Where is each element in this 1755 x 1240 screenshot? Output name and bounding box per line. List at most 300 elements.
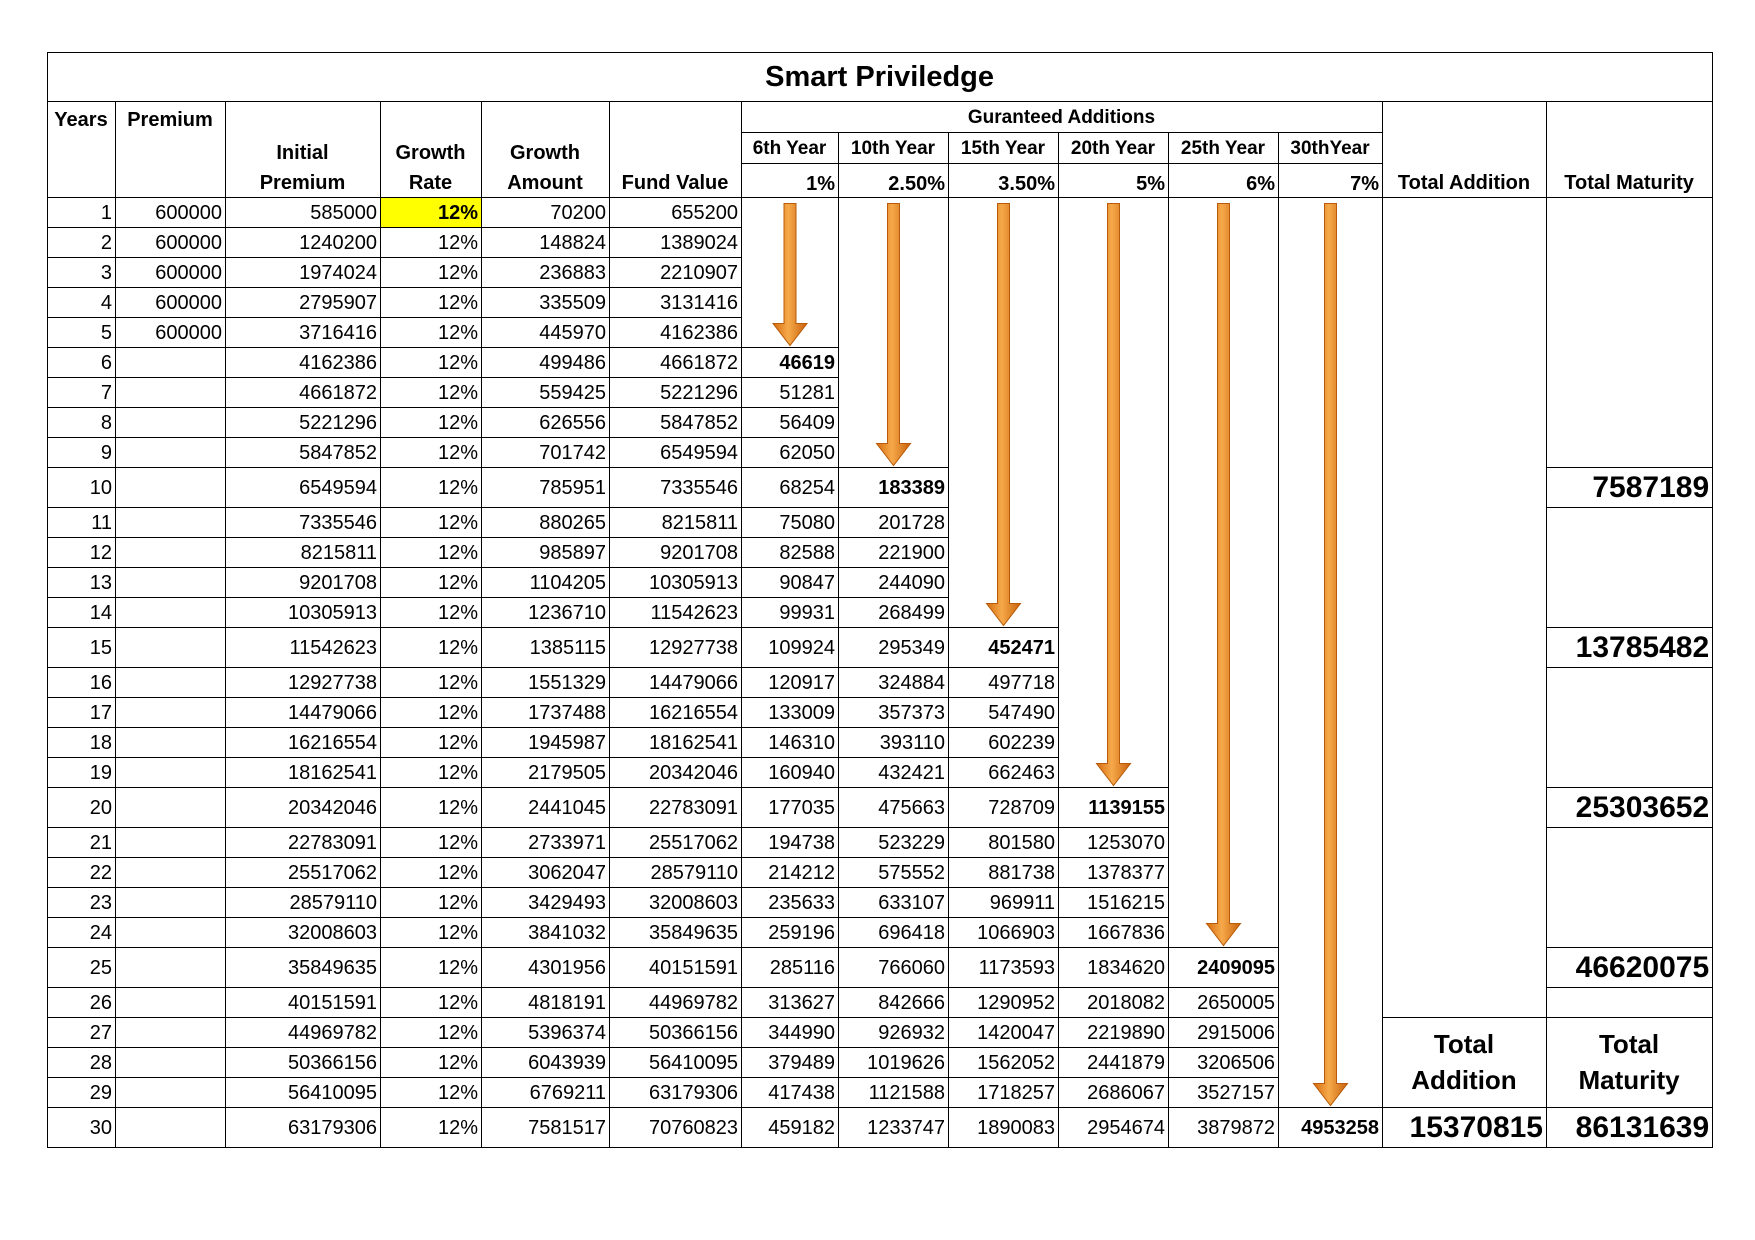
header-initial-premium — [226, 102, 381, 198]
ga-30th-cell — [1279, 1048, 1383, 1078]
total-maturity-cell — [1547, 378, 1713, 408]
initial-premium-cell: 32008603 — [226, 918, 381, 948]
header-growth-rate-line2: Rate — [408, 172, 453, 194]
fund-value-cell: 8215811 — [610, 508, 742, 538]
premium-cell — [116, 1108, 226, 1148]
growth-amount-cell: 148824 — [482, 228, 610, 258]
initial-premium-cell: 56410095 — [226, 1078, 381, 1108]
year-cell: 20 — [48, 788, 116, 828]
ga-6th-cell: 146310 — [742, 728, 839, 758]
initial-premium-cell: 12927738 — [226, 668, 381, 698]
header-initial-premium-line1: Initial — [276, 142, 329, 164]
growth-rate-cell: 12% — [381, 288, 482, 318]
total-maturity-cell: 7587189 — [1547, 468, 1713, 508]
initial-premium-cell: 35849635 — [226, 948, 381, 988]
initial-premium-cell: 22783091 — [226, 828, 381, 858]
ga-30th-cell — [1279, 1078, 1383, 1108]
ga-6th-cell: 56409 — [742, 408, 839, 438]
ga-25th-cell: 2650005 — [1169, 988, 1279, 1018]
ga-25th-cell — [1169, 438, 1279, 468]
premium-cell — [116, 728, 226, 758]
fund-value-cell: 14479066 — [610, 668, 742, 698]
table-row — [48, 728, 1713, 758]
growth-amount-cell: 1385115 — [482, 628, 610, 668]
fund-value-cell: 12927738 — [610, 628, 742, 668]
premium-cell — [116, 758, 226, 788]
growth-rate-cell: 12% — [381, 318, 482, 348]
ga-year-1: 6th Year — [742, 133, 839, 164]
ga-20th-cell — [1059, 288, 1169, 318]
ga-rate-6: 7% — [1279, 164, 1383, 198]
total-maturity-cell — [1547, 348, 1713, 378]
growth-rate-cell: 12% — [381, 1078, 482, 1108]
ga-6th-cell: 75080 — [742, 508, 839, 538]
initial-premium-cell: 2795907 — [226, 288, 381, 318]
ga-6th-cell: 99931 — [742, 598, 839, 628]
fund-value-cell: 70760823 — [610, 1108, 742, 1148]
ga-30th-cell — [1279, 948, 1383, 988]
ga-10th-cell: 393110 — [839, 728, 949, 758]
ga-6th-cell — [742, 228, 839, 258]
year-cell: 26 — [48, 988, 116, 1018]
ga-15th-cell: 1420047 — [949, 1018, 1059, 1048]
ga-20th-cell — [1059, 668, 1169, 698]
ga-15th-cell: 1890083 — [949, 1108, 1059, 1148]
ga-rate-4: 5% — [1059, 164, 1169, 198]
premium-cell — [116, 1048, 226, 1078]
premium-cell — [116, 1078, 226, 1108]
initial-premium-cell: 16216554 — [226, 728, 381, 758]
total-addition-cell — [1383, 408, 1547, 438]
growth-rate-cell: 12% — [381, 408, 482, 438]
ga-6th-cell: 51281 — [742, 378, 839, 408]
ga-10th-cell — [839, 288, 949, 318]
ga-10th-cell — [839, 408, 949, 438]
sheet-title: Smart Priviledge — [48, 53, 1713, 102]
growth-amount-cell: 335509 — [482, 288, 610, 318]
year-cell: 19 — [48, 758, 116, 788]
growth-rate-cell: 12% — [381, 538, 482, 568]
growth-rate-cell: 12% — [381, 1018, 482, 1048]
growth-amount-cell: 985897 — [482, 538, 610, 568]
total-maturity-cell — [1547, 438, 1713, 468]
ga-10th-cell: 475663 — [839, 788, 949, 828]
total-maturity-cell — [1547, 758, 1713, 788]
ga-25th-cell — [1169, 628, 1279, 668]
ga-30th-cell — [1279, 258, 1383, 288]
year-cell: 24 — [48, 918, 116, 948]
table-row — [48, 788, 1713, 828]
ga-year-6: 30thYear — [1279, 133, 1383, 164]
fund-value-cell: 22783091 — [610, 788, 742, 828]
growth-rate-cell: 12% — [381, 228, 482, 258]
ga-30th-cell — [1279, 538, 1383, 568]
premium-cell: 600000 — [116, 288, 226, 318]
ga-30th-cell — [1279, 1018, 1383, 1048]
fund-value-cell: 35849635 — [610, 918, 742, 948]
ga-15th-cell: 497718 — [949, 668, 1059, 698]
initial-premium-cell: 14479066 — [226, 698, 381, 728]
ga-15th-cell: 547490 — [949, 698, 1059, 728]
year-cell: 30 — [48, 1108, 116, 1148]
initial-premium-cell: 3716416 — [226, 318, 381, 348]
total-maturity-cell — [1547, 538, 1713, 568]
ga-10th-cell: 575552 — [839, 858, 949, 888]
year-cell: 1 — [48, 198, 116, 228]
ga-20th-cell — [1059, 258, 1169, 288]
spreadsheet — [47, 52, 1712, 1186]
growth-rate-cell: 12% — [381, 378, 482, 408]
premium-cell — [116, 858, 226, 888]
total-maturity-cell — [1547, 508, 1713, 538]
ga-year-5: 25th Year — [1169, 133, 1279, 164]
ga-10th-cell — [839, 228, 949, 258]
ga-20th-cell: 2441879 — [1059, 1048, 1169, 1078]
ga-6th-cell: 82588 — [742, 538, 839, 568]
total-maturity-cell: 86131639 — [1547, 1108, 1713, 1148]
ga-6th-cell: 417438 — [742, 1078, 839, 1108]
ga-30th-cell — [1279, 598, 1383, 628]
ga-25th-cell — [1169, 598, 1279, 628]
total-addition-cell — [1383, 728, 1547, 758]
table-row — [48, 758, 1713, 788]
total-addition-cell — [1383, 598, 1547, 628]
total-maturity-cell — [1547, 198, 1713, 228]
total-addition-cell — [1383, 948, 1547, 988]
table-row — [48, 1018, 1713, 1048]
ga-25th-cell — [1169, 888, 1279, 918]
ga-30th-cell — [1279, 988, 1383, 1018]
growth-rate-cell: 12% — [381, 1108, 482, 1148]
ga-30th-cell — [1279, 378, 1383, 408]
total_maturity-line1: Total — [1598, 1029, 1660, 1060]
ga-30th-cell — [1279, 228, 1383, 258]
growth-amount-cell: 785951 — [482, 468, 610, 508]
growth-amount-cell: 6769211 — [482, 1078, 610, 1108]
ga-rate-2: 2.50% — [839, 164, 949, 198]
ga-15th-cell — [949, 378, 1059, 408]
ga-15th-cell — [949, 228, 1059, 258]
total_maturity-line2: Maturity — [1578, 1064, 1680, 1095]
ga-25th-cell — [1169, 828, 1279, 858]
growth-amount-cell: 1104205 — [482, 568, 610, 598]
growth-rate-cell: 12% — [381, 858, 482, 888]
ga-25th-cell: 3527157 — [1169, 1078, 1279, 1108]
growth-amount-cell: 70200 — [482, 198, 610, 228]
fund-value-cell: 4661872 — [610, 348, 742, 378]
growth-amount-cell: 1551329 — [482, 668, 610, 698]
fund-value-cell: 4162386 — [610, 318, 742, 348]
ga-15th-cell: 728709 — [949, 788, 1059, 828]
ga-20th-cell: 2954674 — [1059, 1108, 1169, 1148]
year-cell: 27 — [48, 1018, 116, 1048]
ga-15th-cell — [949, 598, 1059, 628]
fund-value-cell: 1389024 — [610, 228, 742, 258]
header-initial-premium-line2: Premium — [259, 172, 346, 194]
total-addition-cell — [1383, 378, 1547, 408]
table-row — [48, 988, 1713, 1018]
total-maturity-cell — [1547, 258, 1713, 288]
premium-cell: 600000 — [116, 198, 226, 228]
total-addition-cell — [1383, 468, 1547, 508]
total-addition-cell: 15370815 — [1383, 1108, 1547, 1148]
ga-25th-cell: 3206506 — [1169, 1048, 1279, 1078]
growth-amount-cell: 499486 — [482, 348, 610, 378]
fund-value-cell: 11542623 — [610, 598, 742, 628]
total-addition-cell — [1383, 228, 1547, 258]
ga-20th-cell — [1059, 468, 1169, 508]
ga-30th-cell — [1279, 668, 1383, 698]
premium-cell — [116, 988, 226, 1018]
total-addition-cell — [1383, 288, 1547, 318]
year-cell: 21 — [48, 828, 116, 858]
summary-total-addition-label — [1383, 1018, 1547, 1108]
total-maturity-cell — [1547, 408, 1713, 438]
ga-6th-cell — [742, 288, 839, 318]
header-guaranteed-additions: Guranteed Additions — [742, 102, 1383, 133]
ga-30th-cell — [1279, 858, 1383, 888]
premium-cell — [116, 468, 226, 508]
year-cell: 13 — [48, 568, 116, 598]
ga-25th-cell — [1169, 508, 1279, 538]
initial-premium-cell: 50366156 — [226, 1048, 381, 1078]
policy-table — [47, 52, 1713, 1148]
premium-cell — [116, 378, 226, 408]
initial-premium-cell: 20342046 — [226, 788, 381, 828]
total-addition-cell — [1383, 438, 1547, 468]
ga-20th-cell: 1516215 — [1059, 888, 1169, 918]
ga-6th-cell: 344990 — [742, 1018, 839, 1048]
total-addition-cell — [1383, 828, 1547, 858]
growth-rate-cell: 12% — [381, 758, 482, 788]
total-addition-cell — [1383, 758, 1547, 788]
ga-25th-cell — [1169, 198, 1279, 228]
ga-10th-cell: 1233747 — [839, 1108, 949, 1148]
ga-6th-cell: 313627 — [742, 988, 839, 1018]
ga-10th-cell: 221900 — [839, 538, 949, 568]
ga-20th-cell — [1059, 348, 1169, 378]
table-row — [48, 828, 1713, 858]
ga-6th-cell — [742, 318, 839, 348]
premium-cell — [116, 828, 226, 858]
total-maturity-cell — [1547, 858, 1713, 888]
ga-10th-cell: 696418 — [839, 918, 949, 948]
growth-amount-cell: 1945987 — [482, 728, 610, 758]
ga-15th-cell: 881738 — [949, 858, 1059, 888]
ga-15th-cell: 602239 — [949, 728, 1059, 758]
ga-year-4: 20th Year — [1059, 133, 1169, 164]
ga-6th-cell: 133009 — [742, 698, 839, 728]
total-maturity-cell — [1547, 698, 1713, 728]
initial-premium-cell: 6549594 — [226, 468, 381, 508]
ga-20th-cell — [1059, 568, 1169, 598]
premium-cell — [116, 628, 226, 668]
premium-cell — [116, 788, 226, 828]
ga-15th-cell — [949, 508, 1059, 538]
total-addition-cell — [1383, 918, 1547, 948]
growth-rate-cell: 12% — [381, 698, 482, 728]
ga-15th-cell — [949, 468, 1059, 508]
ga-25th-cell — [1169, 288, 1279, 318]
total-maturity-cell — [1547, 228, 1713, 258]
ga-20th-cell — [1059, 408, 1169, 438]
header-total-maturity: Total Maturity — [1547, 102, 1713, 198]
ga-30th-cell — [1279, 508, 1383, 538]
fund-value-cell: 20342046 — [610, 758, 742, 788]
year-cell: 15 — [48, 628, 116, 668]
fund-value-cell: 5847852 — [610, 408, 742, 438]
growth-rate-cell: 12% — [381, 468, 482, 508]
growth-rate-cell: 12% — [381, 198, 482, 228]
ga-20th-cell: 1667836 — [1059, 918, 1169, 948]
header-years: Years — [48, 102, 116, 198]
ga-6th-cell: 259196 — [742, 918, 839, 948]
premium-cell — [116, 668, 226, 698]
ga-20th-cell: 2686067 — [1059, 1078, 1169, 1108]
growth-rate-cell: 12% — [381, 828, 482, 858]
premium-cell — [116, 538, 226, 568]
ga-10th-cell — [839, 318, 949, 348]
header-total-addition: Total Addition — [1383, 102, 1547, 198]
ga-25th-cell — [1169, 378, 1279, 408]
ga-15th-cell: 1562052 — [949, 1048, 1059, 1078]
growth-amount-cell: 7581517 — [482, 1108, 610, 1148]
ga-25th-cell — [1169, 538, 1279, 568]
ga-20th-cell — [1059, 598, 1169, 628]
growth-amount-cell: 3429493 — [482, 888, 610, 918]
table-row — [48, 668, 1713, 698]
ga-10th-cell — [839, 198, 949, 228]
ga-10th-cell: 1121588 — [839, 1078, 949, 1108]
year-cell: 9 — [48, 438, 116, 468]
ga-rate-1: 1% — [742, 164, 839, 198]
ga-25th-cell: 3879872 — [1169, 1108, 1279, 1148]
growth-rate-cell: 12% — [381, 668, 482, 698]
ga-30th-cell — [1279, 568, 1383, 598]
ga-25th-cell — [1169, 918, 1279, 948]
premium-cell — [116, 888, 226, 918]
ga-15th-cell — [949, 438, 1059, 468]
total-maturity-cell: 13785482 — [1547, 628, 1713, 668]
initial-premium-cell: 1240200 — [226, 228, 381, 258]
ga-25th-cell — [1169, 728, 1279, 758]
growth-rate-cell: 12% — [381, 948, 482, 988]
ga-20th-cell: 1253070 — [1059, 828, 1169, 858]
growth-amount-cell: 626556 — [482, 408, 610, 438]
ga-10th-cell: 268499 — [839, 598, 949, 628]
ga-10th-cell: 183389 — [839, 468, 949, 508]
total-addition-cell — [1383, 628, 1547, 668]
ga-25th-cell — [1169, 318, 1279, 348]
ga-10th-cell — [839, 378, 949, 408]
year-cell: 17 — [48, 698, 116, 728]
fund-value-cell: 50366156 — [610, 1018, 742, 1048]
year-cell: 25 — [48, 948, 116, 988]
ga-15th-cell — [949, 568, 1059, 598]
table-row — [48, 918, 1713, 948]
year-cell: 5 — [48, 318, 116, 348]
ga-10th-cell — [839, 438, 949, 468]
ga-30th-cell — [1279, 348, 1383, 378]
ga-6th-cell: 214212 — [742, 858, 839, 888]
ga-15th-cell: 1173593 — [949, 948, 1059, 988]
ga-25th-cell — [1169, 258, 1279, 288]
fund-value-cell: 7335546 — [610, 468, 742, 508]
initial-premium-cell: 4162386 — [226, 348, 381, 378]
growth-rate-cell: 12% — [381, 348, 482, 378]
ga-10th-cell: 201728 — [839, 508, 949, 538]
ga-30th-cell: 4953258 — [1279, 1108, 1383, 1148]
ga-20th-cell — [1059, 198, 1169, 228]
ga-30th-cell — [1279, 318, 1383, 348]
growth-amount-cell: 4818191 — [482, 988, 610, 1018]
fund-value-cell: 25517062 — [610, 828, 742, 858]
ga-6th-cell: 68254 — [742, 468, 839, 508]
header-growth-amount — [482, 102, 610, 198]
total-maturity-cell: 46620075 — [1547, 948, 1713, 988]
ga-20th-cell: 1378377 — [1059, 858, 1169, 888]
ga-20th-cell — [1059, 698, 1169, 728]
ga-rate-5: 6% — [1169, 164, 1279, 198]
ga-6th-cell: 62050 — [742, 438, 839, 468]
ga-15th-cell — [949, 288, 1059, 318]
total-maturity-cell — [1547, 288, 1713, 318]
ga-30th-cell — [1279, 698, 1383, 728]
ga-20th-cell — [1059, 438, 1169, 468]
total-maturity-cell — [1547, 318, 1713, 348]
total-maturity-cell — [1547, 988, 1713, 1018]
growth-amount-cell: 4301956 — [482, 948, 610, 988]
growth-amount-cell: 445970 — [482, 318, 610, 348]
ga-20th-cell — [1059, 508, 1169, 538]
table-row — [48, 508, 1713, 538]
total-addition-cell — [1383, 888, 1547, 918]
ga-20th-cell — [1059, 758, 1169, 788]
total-addition-cell — [1383, 788, 1547, 828]
ga-30th-cell — [1279, 728, 1383, 758]
ga-20th-cell: 2219890 — [1059, 1018, 1169, 1048]
ga-10th-cell: 633107 — [839, 888, 949, 918]
year-cell: 8 — [48, 408, 116, 438]
ga-year-3: 15th Year — [949, 133, 1059, 164]
table-row — [48, 348, 1713, 378]
fund-value-cell: 2210907 — [610, 258, 742, 288]
ga-30th-cell — [1279, 758, 1383, 788]
table-row — [48, 628, 1713, 668]
premium-cell: 600000 — [116, 318, 226, 348]
fund-value-cell: 9201708 — [610, 538, 742, 568]
initial-premium-cell: 63179306 — [226, 1108, 381, 1148]
ga-20th-cell: 1139155 — [1059, 788, 1169, 828]
year-cell: 18 — [48, 728, 116, 758]
table-row — [48, 948, 1713, 988]
ga-30th-cell — [1279, 918, 1383, 948]
ga-25th-cell — [1169, 228, 1279, 258]
table-row — [48, 568, 1713, 598]
initial-premium-cell: 10305913 — [226, 598, 381, 628]
ga-year-2: 10th Year — [839, 133, 949, 164]
ga-25th-cell: 2915006 — [1169, 1018, 1279, 1048]
initial-premium-cell: 44969782 — [226, 1018, 381, 1048]
year-cell: 2 — [48, 228, 116, 258]
ga-10th-cell: 324884 — [839, 668, 949, 698]
year-cell: 10 — [48, 468, 116, 508]
ga-6th-cell: 90847 — [742, 568, 839, 598]
initial-premium-cell: 18162541 — [226, 758, 381, 788]
premium-cell — [116, 598, 226, 628]
growth-rate-cell: 12% — [381, 788, 482, 828]
ga-rate-3: 3.50% — [949, 164, 1059, 198]
